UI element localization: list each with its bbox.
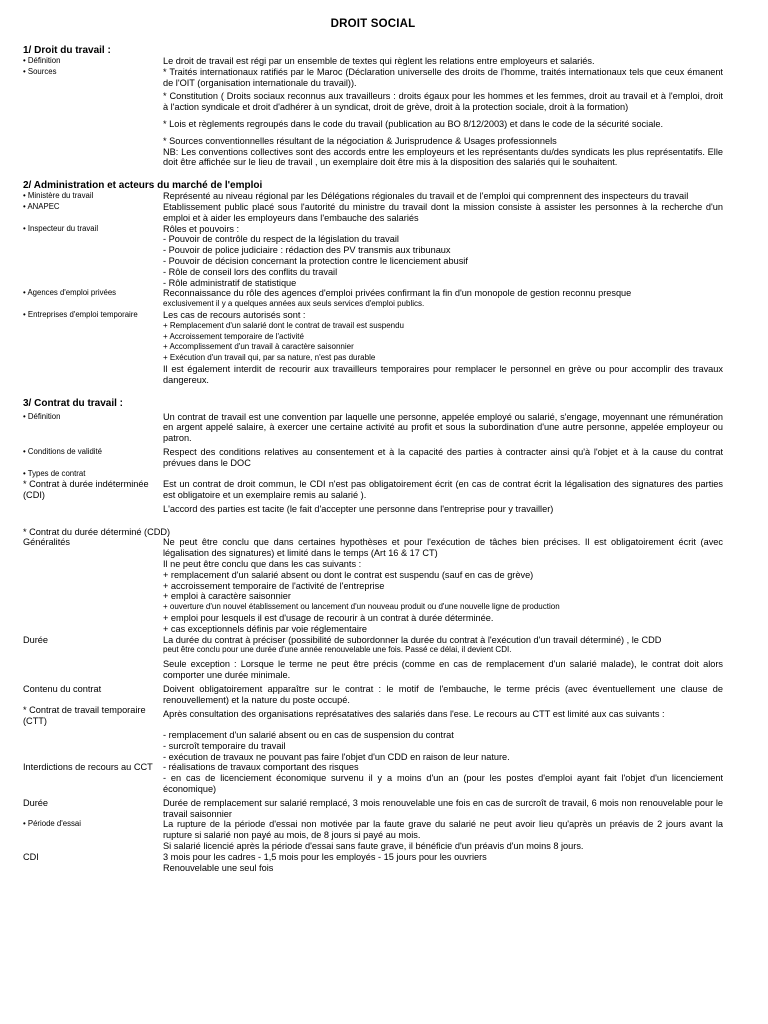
row-label: Contenu du contrat (23, 683, 102, 694)
paragraph: Est un contrat de droit commun, le CDI n'est pas obligatoirement écrit (en cas de contrat écrit la légalisation des signatures des parties est obligatoire et un exemplaire remis au salarié ). (163, 479, 723, 501)
paragraph: NB: Les conventions collectives sont des accords entre les employeurs et les représentants du/des syndicats les plus représentatifs. Elle doit être affichée sur le lieu de travail , un exemplaire doit être mis à la disposition des salariés qui le souhaitent. (163, 146, 723, 168)
subsection-heading: * Contrat du durée déterminé (CDD) (23, 526, 171, 537)
list-item: - surcroît temporaire du travail (163, 740, 286, 751)
cdi-duration-row (23, 852, 723, 874)
list-item: + Accomplissement d'un travail à caractère saisonnier (163, 342, 354, 352)
row-text (163, 730, 723, 762)
contenu-row (23, 684, 723, 706)
row-label: CDI (23, 851, 39, 862)
paragraph: L'accord des parties est tacite (le fait d'accepter une personne dans l'entreprise pour y travailler) (163, 503, 554, 514)
paragraph: Renouvelable une seul fois (163, 862, 274, 873)
generalites-row (23, 537, 723, 634)
essai-row (23, 819, 723, 851)
row-label: Interdictions de recours au CCT (23, 762, 153, 773)
paragraph: - en cas de licenciement économique survenu il y a moins d'un an (pour les postes d'emploi ayant fait l'objet d'un licenciement économique) (163, 773, 723, 795)
section-heading: 2/ Administration et acteurs du marché de l'emploi (23, 180, 263, 192)
page-title: DROIT SOCIAL (330, 18, 416, 30)
list-item: + emploi pour lesquels il est d'usage de recourir à un contrat à durée déterminée. (163, 613, 494, 624)
cdi-row (23, 479, 723, 514)
paragraph: peut être conclu pour une durée d'une année renouvelable une fois. Passé ce délai, il devient CDI. (163, 645, 512, 655)
row-label: Durée (23, 797, 49, 808)
ctt-cases-row (23, 730, 723, 762)
paragraph: * Constitution ( Droits sociaux reconnus aux travailleurs : droits égaux pour les hommes et les femmes, droit au travail et à l'emploi, droit à l'action syndicale et droit d'adhérer à un syndicat, droit de grève, droit à la protection sociale, droit à la formation) (163, 91, 723, 113)
list-item: - exécution de travaux ne pouvant pas faire l'objet d'un CDD en raison de leur nature. (163, 751, 510, 762)
paragraph: * Traités internationaux ratifiés par le Maroc (Déclaration universelle des droits de l'homme, traités internationaux tels que ceux émanent de l'OIT (organisation internationale du travail)). (163, 66, 723, 88)
definition-row (23, 412, 723, 444)
row-text (163, 224, 723, 289)
section-heading: 3/ Contrat du travail : (23, 397, 124, 409)
row-text (163, 705, 723, 727)
row-text: Respect des conditions relatives au consentement et à la capacité des parties à contracter ainsi qu'à l'objet et à la cause du contrat prévues dans le DOC (163, 446, 723, 468)
interdictions-row (23, 762, 723, 794)
list-item: - Pouvoir de décision concernant la protection contre le licenciement abusif (163, 255, 468, 266)
row-text (163, 67, 723, 168)
list-item: + emploi à caractère saisonnier (163, 591, 291, 602)
list-item: + cas exceptionnels définis par voie réglementaire (163, 623, 368, 634)
anapec-row (23, 202, 723, 224)
list-item: - Rôle administratif de statistique (163, 277, 297, 288)
row-text (163, 762, 723, 794)
row-text (163, 479, 723, 514)
conditions-row (23, 447, 723, 469)
row-text (163, 635, 723, 681)
row-text: Représenté au niveau régional par les Délégations régionales du travail et de l'emploi qui comprennent des inspecteurs du travail (163, 191, 689, 202)
definition-row (23, 56, 723, 67)
paragraph: Ne peut être conclu que dans certaines hypothèses et pour l'exécution de tâches bien précises. Il est obligatoirement écrit (avec légalisation des signatures) et limité dans le temps (Art 16 & 17 CT) (163, 537, 723, 559)
paragraph: * Sources conventionnelles résultant de la négociation & Jurisprudence & Usages professionnels (163, 135, 557, 146)
row-label: * Contrat à durée indéterminée (CDI) (23, 479, 149, 501)
paragraph: Il ne peut être conclu que dans les cas suivants : (163, 559, 362, 570)
row-text: Durée de remplacement sur salarié remplacé, 3 mois renouvelable une fois en cas de surcroît de travail, 6 mois non renouvelable pour le travail saisonnier (163, 797, 723, 819)
row-label: • Agences d'emploi privées (23, 288, 117, 298)
paragraph: La rupture de la période d'essai non motivée par la faute grave du salarié ne peut avoir lieu qu'après un préavis de 2 jours avant la rupture si salarié non payé au mois, de 8 jours si payé au mois. (163, 819, 723, 841)
section-heading: 1/ Droit du travail : (23, 45, 111, 56)
sources-row (23, 67, 723, 168)
row-label: • Conditions de validité (23, 446, 103, 456)
row-label: • Ministère du travail (23, 191, 94, 201)
row-label: • Inspecteur du travail (23, 223, 99, 233)
row-text (163, 819, 723, 851)
duree-row (23, 635, 723, 681)
row-text (163, 537, 723, 634)
paragraph: Après consultation des organisations représatatives des salariés dans l'ese. Le recours au CTT est limité aux cas suivants : (163, 709, 665, 720)
row-text: Etablissement public placé sous l'autorité du ministre du travail dont la mission consiste à assister les personnes à la recherche d'un emploi et à aider les employeurs dans l'embauche des salariés (163, 201, 723, 223)
paragraph: Rôles et pouvoirs : (163, 223, 240, 234)
paragraph: La durée du contrat à préciser (possibilité de subordonner la durée du contrat à l'exécution d'un travail déterminé) , le CDD (163, 634, 662, 645)
list-item: + remplacement d'un salarié absent ou dont le contrat est suspendu (sauf en cas de grève) (163, 569, 534, 580)
document-page (23, 18, 723, 873)
list-item: + Accroissement temporaire de l'activité (163, 331, 304, 341)
row-label: Durée (23, 634, 49, 645)
paragraph: exclusivement il y a quelques années aux seuls services d'emploi publics. (163, 299, 425, 309)
ctt-row (23, 705, 723, 727)
list-item: - Pouvoir de contrôle du respect de la législation du travail (163, 234, 399, 245)
paragraph: * Lois et règlements regroupés dans le code du travail (publication au BO 8/12/2003) et dans le code de la sécurité sociale. (163, 118, 664, 129)
interim-row (23, 310, 723, 386)
row-label: • Définition (23, 56, 61, 65)
list-item: + accroissement temporaire de l'activité de l'entreprise (163, 580, 385, 591)
row-text: Doivent obligatoirement apparaître sur le contrat : le motif de l'embauche, le terme précis (avec éventuellement une clause de renouvellement) et la nature du poste occupé. (163, 683, 723, 705)
row-label: • Définition (23, 411, 61, 421)
row-label: • Entreprises d'emploi temporaire (23, 309, 138, 319)
paragraph: Si salarié licencié après la période d'essai sans faute grave, il bénéficie d'un préavis d'un moins 8 jours. (163, 841, 584, 851)
list-item: + Exécution d'un travail qui, par sa nature, n'est pas durable (163, 353, 376, 363)
inspecteur-row (23, 224, 723, 289)
row-label: • ANAPEC (23, 201, 60, 211)
types-row (23, 469, 723, 480)
duree-ctt-row (23, 798, 723, 820)
list-item: - réalisations de travaux comportant des risques (163, 762, 359, 773)
row-label: Généralités (23, 537, 70, 548)
row-text (163, 852, 723, 874)
list-item: - Rôle de conseil lors des conflits du travail (163, 266, 338, 277)
paragraph: 3 mois pour les cadres - 1,5 mois pour les employés - 15 jours pour les ouvriers (163, 851, 487, 862)
paragraph: Il est également interdit de recourir aux travailleurs temporaires pour remplacer le personnel en grève ou pour accomplir des travaux dangereux. (163, 363, 723, 385)
agences-row (23, 288, 723, 310)
list-item: + Remplacement d'un salarié dont le contrat de travail est suspendu (163, 320, 404, 330)
row-text: Un contrat de travail est une convention par laquelle une personne, appelée employé ou salarié, s'engage, moyennant une rémunération en argent appelé salaire, à exercer une certaine activité au profit et sous la subordination d'une autre personne, appelée employeur ou patron. (163, 411, 723, 444)
row-text: Le droit de travail est régi par un ensemble de textes qui règlent les relations entre employeurs et salariés. (163, 56, 595, 66)
list-item: + ouverture d'un nouvel établissement ou lancement d'un nouveau produit ou d'une nouvelle ligne de production (163, 602, 560, 612)
row-text (163, 310, 723, 386)
paragraph: Seule exception : Lorsque le terme ne peut être précis (comme en cas de remplacement d'un salarié malade), le contrat doit alors comporter une durée minimale. (163, 659, 723, 681)
list-item: - remplacement d'un salarié absent ou en cas de suspension du contrat (163, 730, 454, 741)
paragraph: Reconnaissance du rôle des agences d'emploi privées confirmant la fin d'un monopole de gestion reconnu presque (163, 288, 632, 299)
row-text (163, 288, 723, 310)
row-label: * Contrat de travail temporaire (CTT) (23, 705, 146, 727)
ministere-row (23, 191, 723, 202)
cdd-heading-row (23, 527, 723, 538)
list-item: - Pouvoir de police judiciaire : rédaction des PV transmis aux tribunaux (163, 245, 451, 256)
row-label: • Sources (23, 66, 57, 76)
row-label: • Période d'essai (23, 819, 81, 829)
row-label: • Types de contrat (23, 468, 86, 478)
paragraph: Les cas de recours autorisés sont : (163, 309, 306, 320)
